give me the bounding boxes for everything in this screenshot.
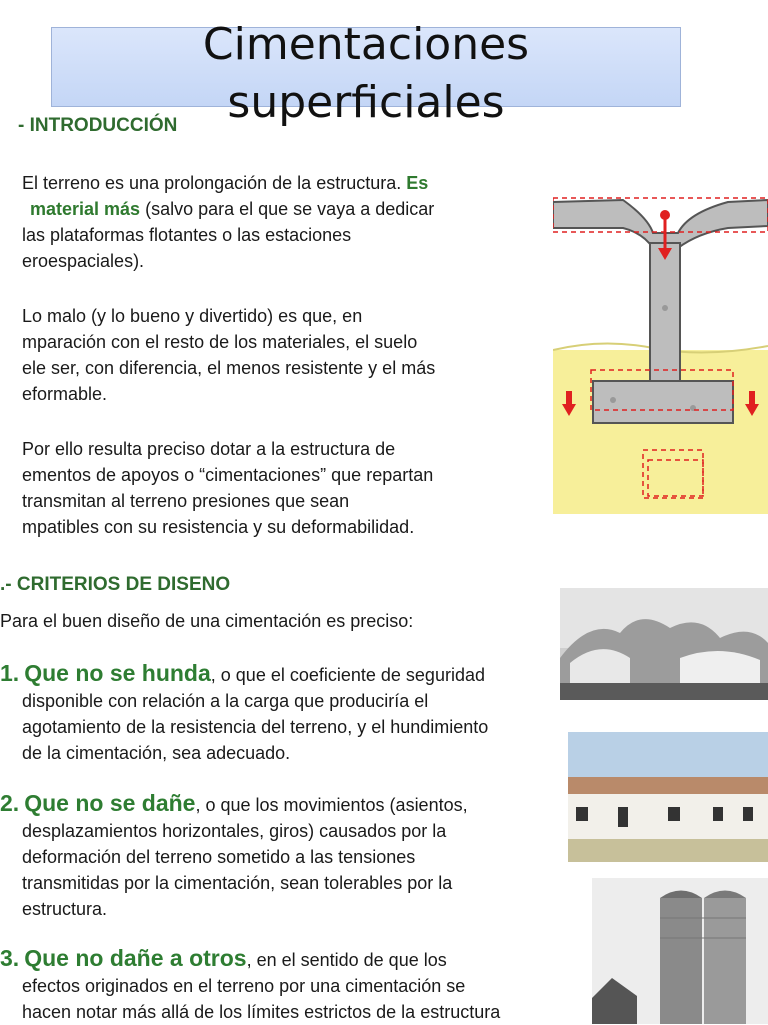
p3-line1: Por ello resulta preciso dotar a la estructura de	[22, 439, 396, 459]
p2-line1: Lo malo (y lo bueno y divertido) es que, en	[22, 306, 363, 326]
criterion-3-number: 3.	[0, 945, 20, 971]
criterion-3-title: Que no dañe a otros	[24, 945, 247, 971]
criterion-2-line: desplazamientos horizontales, giros) causados por la	[22, 821, 447, 841]
criterion-1-number: 1.	[0, 660, 20, 686]
criterion-3-rest: , en el sentido de que los	[246, 950, 447, 970]
title-banner	[51, 19, 681, 128]
criterion-1	[0, 660, 488, 766]
criterion-2	[0, 790, 468, 922]
criterion-2-title: Que no se dañe	[24, 790, 196, 816]
criterion-1-line: agotamiento de la resistencia del terreno, y el hundimiento	[22, 717, 489, 737]
p2-line2: mparación con el resto de los materiales, el suelo	[22, 332, 418, 352]
p2-line4: eformable.	[22, 384, 108, 404]
p1-line1a: El terreno es una prolongación de la estructura.	[22, 173, 407, 193]
criterion-2-number: 2.	[0, 790, 20, 816]
p1-line2b: (salvo para el que se vaya a dedicar	[140, 199, 435, 219]
title-line-2: superficiales	[227, 77, 505, 128]
p1-line3: las plataformas flotantes o las estaciones	[22, 225, 352, 245]
p1-line1b: Es	[406, 173, 429, 193]
criterion-2-line: estructura.	[22, 899, 108, 919]
p3-line3: transmitan al terreno presiones que sean	[22, 491, 350, 511]
collapsed-silos-photo	[560, 588, 768, 700]
criterion-3-line: hacen notar más allá de los límites estrictos de la estructura	[22, 1002, 501, 1022]
footing-diagram	[553, 188, 768, 514]
criterion-1-rest: , o que el coeficiente de seguridad	[210, 665, 485, 685]
criterion-2-rest: , o que los movimientos (asientos,	[195, 795, 468, 815]
intro-paragraph-2	[22, 303, 435, 407]
intro-paragraph-1	[22, 170, 434, 274]
damaged-building-photo	[568, 732, 768, 862]
p1-line4: eroespaciales).	[22, 251, 145, 271]
criterion-1-title: Que no se hunda	[24, 660, 211, 686]
criterion-1-line: disponible con relación a la carga que produciría el	[22, 691, 429, 711]
criterion-3	[0, 945, 500, 1025]
tilted-silos-photo	[592, 878, 768, 1024]
intro-heading: - INTRODUCCIÓN	[18, 115, 178, 136]
p3-line2: ementos de apoyos o “cimentaciones” que repartan	[22, 465, 434, 485]
p2-line3: ele ser, con diferencia, el menos resistente y el más	[22, 358, 436, 378]
criterion-3-line: efectos originados en el terreno por una cimentación se	[22, 976, 466, 996]
intro-paragraph-3	[22, 436, 433, 540]
title-line-1: Cimentaciones	[202, 19, 530, 70]
criterion-2-line: transmitidas por la cimentación, sean tolerables por la	[22, 873, 453, 893]
criteria-heading: .- CRITERIOS DE DISENO	[0, 574, 231, 595]
p1-line2a: material más	[30, 199, 141, 219]
criteria-intro: Para el buen diseño de una cimentación es preciso:	[0, 611, 414, 631]
criterion-2-line: deformación del terreno sometido a las tensiones	[22, 847, 416, 867]
p3-line4: mpatibles con su resistencia y su deformabilidad.	[22, 517, 415, 537]
criterion-1-line: de la cimentación, sea adecuado.	[22, 743, 291, 763]
